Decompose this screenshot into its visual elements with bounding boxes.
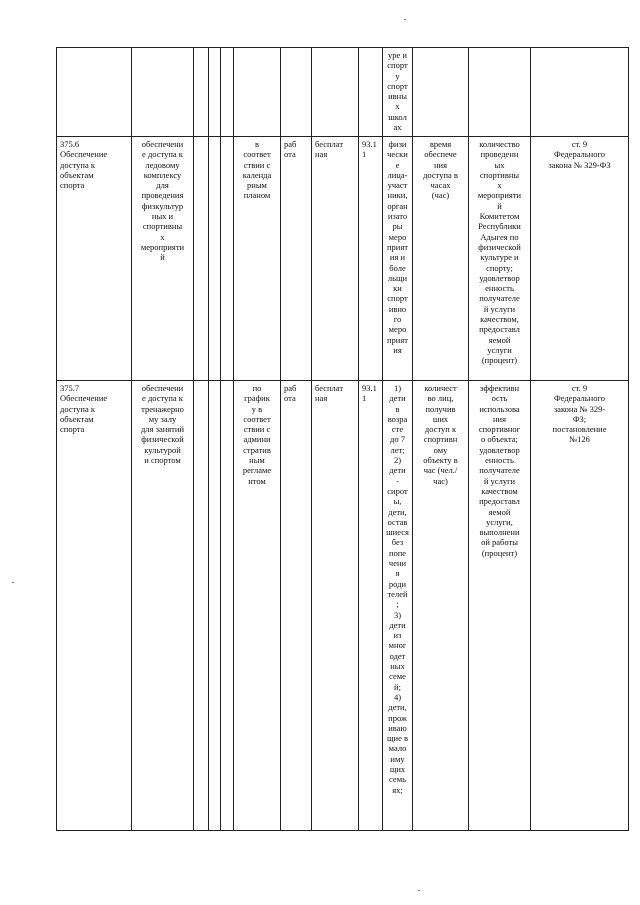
empty-cell (194, 48, 209, 137)
scan-speck (418, 890, 420, 891)
legal-basis-cell (531, 48, 629, 137)
quality-indicator-cell: количество проведенн ых спортивны х мероприяти й Комитетом Республики Адыгея по физической культуре и спорту; удовлетвор енность получателе й услуги качеством, предоставл яемой услуги (процент) (469, 137, 531, 381)
consumers-cell: 1) дети в возра сте до 7 лет; 2) дети - сирот ы, дети, остав шиеся без попе чени я роди телей ; 3) дети из мног одет ных семe й; 4) дети, прож иваю щие в мало иму щих семь ях; (383, 381, 413, 831)
okved-cell: 93.1 1 (359, 137, 383, 381)
empty-cell (221, 137, 234, 381)
payment-cell: бесплат ная (312, 381, 359, 831)
empty-cell (194, 381, 209, 831)
services-registry-table (56, 47, 629, 831)
empty-cell (209, 381, 221, 831)
service-number-cell (57, 48, 132, 137)
okved-cell (359, 48, 383, 137)
quality-indicator-cell: эффективн ость использова ния спортивног о объекта; удовлетвор енность получателе й услуги качеством предоставл яемой услуги, выполнени ой работы (процент) (469, 381, 531, 831)
empty-cell (221, 381, 234, 831)
table-row (57, 381, 629, 831)
volume-indicator-cell (413, 48, 469, 137)
provision-condition-cell (234, 48, 281, 137)
service-type-cell: раб ота (281, 381, 312, 831)
table-row (57, 137, 629, 381)
service-content-cell (132, 48, 194, 137)
volume-indicator-cell: количест во лиц, получив ших доступ к спортивн ому объекту в час (чел./ час) (413, 381, 469, 831)
empty-cell (221, 48, 234, 137)
scan-speck (404, 19, 406, 20)
quality-indicator-cell (469, 48, 531, 137)
empty-cell (194, 137, 209, 381)
consumers-cell: физи чески е лица- участ ники, орган изато ры меро прият ия и боле льщи ки спорт ивно го меро прият ия (383, 137, 413, 381)
service-number-cell: 375.7 Обеспечение доступа к объектам спорта (57, 381, 132, 831)
service-type-cell (281, 48, 312, 137)
service-content-cell: обеспечени е доступа к тренажерно му залу для занятий физической культурой и спортом (132, 381, 194, 831)
scan-speck (12, 582, 14, 583)
payment-cell: бесплат ная (312, 137, 359, 381)
legal-basis-cell: ст. 9 Федерального закона № 329-ФЗ (531, 137, 629, 381)
service-number-cell: 375.6 Обеспечение доступа к объектам спорта (57, 137, 132, 381)
table-row (57, 48, 629, 137)
okved-cell: 93.1 1 (359, 381, 383, 831)
payment-cell (312, 48, 359, 137)
volume-indicator-cell: время обеспече ния доступа в часах (час) (413, 137, 469, 381)
empty-cell (209, 137, 221, 381)
provision-condition-cell: в соответ ствии с календа рным планом (234, 137, 281, 381)
empty-cell (209, 48, 221, 137)
provision-condition-cell: по график у в соответ ствии с админи стратив ным регламе нтом (234, 381, 281, 831)
service-content-cell: обеспечени е доступа к ледовому комплексу для проведения физкультур ных и спортивны х мероприяти й (132, 137, 194, 381)
service-type-cell: раб ота (281, 137, 312, 381)
consumers-cell: уре и спорт у спорт ивны х школ ах (383, 48, 413, 137)
legal-basis-cell: ст. 9 Федерального закона № 329- ФЗ; постановление №126 (531, 381, 629, 831)
